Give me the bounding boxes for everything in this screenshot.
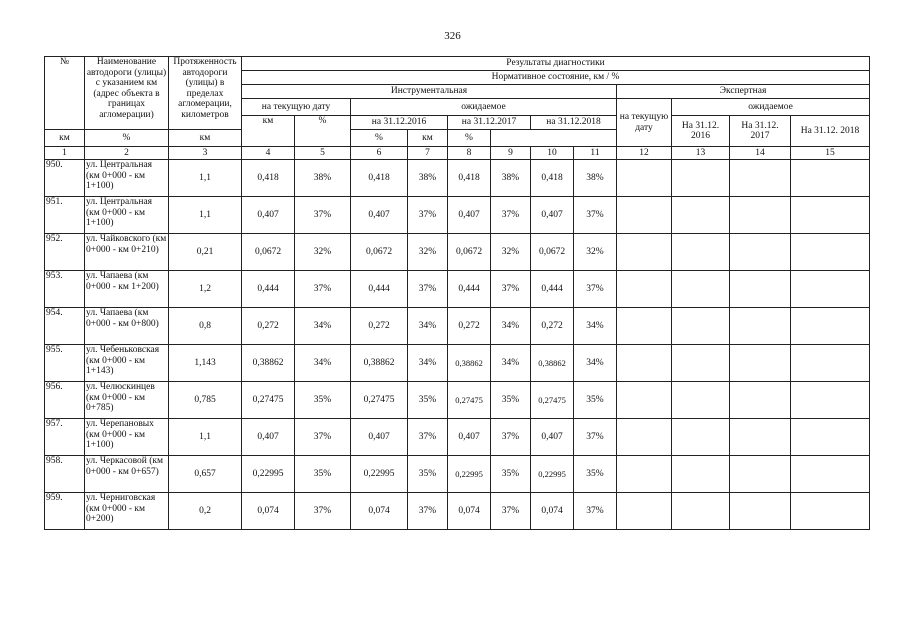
expert-cell-12 xyxy=(617,493,672,530)
header-current-date: на текущую дату xyxy=(242,99,351,116)
cell-c9: 35% xyxy=(491,382,531,419)
header-2018: на 31.12.2018 xyxy=(531,116,617,130)
cell-c6: 0,22995 xyxy=(351,456,408,493)
cell-c8: 0,444 xyxy=(448,271,491,308)
expert-cell-12 xyxy=(617,345,672,382)
cell-c6: 0,272 xyxy=(351,308,408,345)
cell-c7: 35% xyxy=(408,382,448,419)
row-number: 953. xyxy=(45,271,85,308)
cell-c4: 0,0672 xyxy=(242,234,295,271)
cell-c7: 37% xyxy=(408,271,448,308)
table-row xyxy=(45,308,870,345)
row-number: 959. xyxy=(45,493,85,530)
col-num-13: 13 xyxy=(672,147,730,160)
cell-c5: 37% xyxy=(295,271,351,308)
road-length: 1,1 xyxy=(169,419,242,456)
cell-c10: 0,418 xyxy=(531,160,574,197)
road-name: ул. Центральная (км 0+000 - км 1+100) xyxy=(85,160,169,197)
col-num-9: 9 xyxy=(491,147,531,160)
cell-c4: 0,27475 xyxy=(242,382,295,419)
road-length: 0,8 xyxy=(169,308,242,345)
cell-c10: 0,407 xyxy=(531,197,574,234)
cell-c8: 0,074 xyxy=(448,493,491,530)
road-length: 0,785 xyxy=(169,382,242,419)
header-km-2017: км xyxy=(169,130,242,147)
expert-cell-14 xyxy=(730,456,791,493)
cell-c9: 34% xyxy=(491,345,531,382)
cell-c9: 37% xyxy=(491,197,531,234)
cell-c10: 0,407 xyxy=(531,419,574,456)
cell-c11: 37% xyxy=(574,419,617,456)
table-row xyxy=(45,160,870,197)
row-number: 950. xyxy=(45,160,85,197)
road-length: 0,2 xyxy=(169,493,242,530)
road-name: ул. Черкасовой (км 0+000 - км 0+657) xyxy=(85,456,169,493)
row-number: 951. xyxy=(45,197,85,234)
cell-c10: 0,444 xyxy=(531,271,574,308)
expert-cell-13 xyxy=(672,419,730,456)
header-km: км xyxy=(242,116,295,147)
table-row xyxy=(45,456,870,493)
cell-c4: 0,38862 xyxy=(242,345,295,382)
header-pct-2017: % xyxy=(351,130,408,147)
header-km-2016: км xyxy=(45,130,85,147)
cell-c6: 0,38862 xyxy=(351,345,408,382)
expert-cell-15 xyxy=(791,382,870,419)
header-2016: на 31.12.2016 xyxy=(351,116,448,130)
cell-c7: 34% xyxy=(408,345,448,382)
header-road-name: Наименование автодороги (улицы) с указанием км (адрес объекта в границах агломерации) xyxy=(85,57,169,130)
column-numbers-row xyxy=(45,147,870,160)
expert-cell-12 xyxy=(617,382,672,419)
header-results: Результаты диагностики xyxy=(242,57,870,71)
expert-cell-13 xyxy=(672,456,730,493)
cell-c9: 37% xyxy=(491,419,531,456)
header-expert-2017: На 31.12. 2017 xyxy=(730,116,791,147)
cell-c8: 0,407 xyxy=(448,419,491,456)
cell-c9: 34% xyxy=(491,308,531,345)
header-expert-2018: На 31.12. 2018 xyxy=(791,116,870,147)
table-row xyxy=(45,197,870,234)
expert-cell-14 xyxy=(730,271,791,308)
expert-cell-15 xyxy=(791,271,870,308)
cell-c9: 38% xyxy=(491,160,531,197)
cell-c11: 37% xyxy=(574,271,617,308)
cell-c5: 32% xyxy=(295,234,351,271)
road-name: ул. Чапаева (км 0+000 - км 0+800) xyxy=(85,308,169,345)
road-length: 0,21 xyxy=(169,234,242,271)
cell-c4: 0,407 xyxy=(242,197,295,234)
table-row xyxy=(45,493,870,530)
cell-c11: 37% xyxy=(574,493,617,530)
cell-c5: 37% xyxy=(295,419,351,456)
cell-c4: 0,272 xyxy=(242,308,295,345)
road-name: ул. Чебеньковская (км 0+000 - км 1+143) xyxy=(85,345,169,382)
col-num-10: 10 xyxy=(531,147,574,160)
cell-c8: 0,418 xyxy=(448,160,491,197)
col-num-14: 14 xyxy=(730,147,791,160)
page-number: 326 xyxy=(444,30,461,42)
cell-c11: 34% xyxy=(574,345,617,382)
cell-c9: 37% xyxy=(491,493,531,530)
header-pct-2016: % xyxy=(85,130,169,147)
col-num-8: 8 xyxy=(448,147,491,160)
header-length: Протяженность автодороги (улицы) в пределах агломерации, километров xyxy=(169,57,242,130)
expert-cell-14 xyxy=(730,234,791,271)
cell-c8: 0,407 xyxy=(448,197,491,234)
expert-cell-15 xyxy=(791,493,870,530)
cell-c6: 0,27475 xyxy=(351,382,408,419)
table-row xyxy=(45,419,870,456)
header-expert-2016: На 31.12. 2016 xyxy=(672,116,730,147)
cell-c7: 38% xyxy=(408,160,448,197)
cell-c10: 0,0672 xyxy=(531,234,574,271)
cell-c8: 0,38862 xyxy=(448,345,491,382)
header-normative: Нормативное состояние, км / % xyxy=(242,71,870,85)
road-length: 1,1 xyxy=(169,160,242,197)
cell-c4: 0,444 xyxy=(242,271,295,308)
row-number: 952. xyxy=(45,234,85,271)
col-num-3: 3 xyxy=(169,147,242,160)
expert-cell-12 xyxy=(617,419,672,456)
header-km-2018: км xyxy=(408,130,448,147)
header-expected: ожидаемое xyxy=(351,99,617,116)
road-length: 1,2 xyxy=(169,271,242,308)
expert-cell-13 xyxy=(672,271,730,308)
cell-c11: 35% xyxy=(574,382,617,419)
col-num-2: 2 xyxy=(85,147,169,160)
header-pct-2018: % xyxy=(448,130,491,147)
cell-c9: 35% xyxy=(491,456,531,493)
expert-cell-12 xyxy=(617,234,672,271)
cell-c7: 37% xyxy=(408,419,448,456)
expert-cell-12 xyxy=(617,197,672,234)
expert-cell-13 xyxy=(672,234,730,271)
cell-c7: 37% xyxy=(408,197,448,234)
cell-c6: 0,074 xyxy=(351,493,408,530)
expert-cell-13 xyxy=(672,382,730,419)
expert-cell-12 xyxy=(617,456,672,493)
expert-cell-15 xyxy=(791,197,870,234)
expert-cell-14 xyxy=(730,382,791,419)
cell-c8: 0,27475 xyxy=(448,382,491,419)
expert-cell-13 xyxy=(672,197,730,234)
cell-c7: 32% xyxy=(408,234,448,271)
col-num-12: 12 xyxy=(617,147,672,160)
col-num-5: 5 xyxy=(295,147,351,160)
col-num-4: 4 xyxy=(242,147,295,160)
road-name: ул. Челюскинцев (км 0+000 - км 0+785) xyxy=(85,382,169,419)
road-name: ул. Черниговская (км 0+000 - км 0+200) xyxy=(85,493,169,530)
cell-c5: 34% xyxy=(295,345,351,382)
cell-c9: 37% xyxy=(491,271,531,308)
header-expert-current: на текущую дату xyxy=(617,99,672,147)
expert-cell-13 xyxy=(672,345,730,382)
header-instrumental: Инструментальная xyxy=(242,85,617,99)
expert-cell-12 xyxy=(617,271,672,308)
cell-c6: 0,0672 xyxy=(351,234,408,271)
header-no: № xyxy=(45,57,85,130)
road-name: ул. Чапаева (км 0+000 - км 1+200) xyxy=(85,271,169,308)
cell-c8: 0,0672 xyxy=(448,234,491,271)
cell-c5: 35% xyxy=(295,456,351,493)
expert-cell-15 xyxy=(791,234,870,271)
expert-cell-14 xyxy=(730,308,791,345)
header-expert-expected: ожидаемое xyxy=(672,99,870,116)
cell-c6: 0,418 xyxy=(351,160,408,197)
expert-cell-13 xyxy=(672,308,730,345)
cell-c4: 0,22995 xyxy=(242,456,295,493)
cell-c8: 0,22995 xyxy=(448,456,491,493)
cell-c4: 0,418 xyxy=(242,160,295,197)
row-number: 957. xyxy=(45,419,85,456)
cell-c11: 34% xyxy=(574,308,617,345)
expert-cell-14 xyxy=(730,419,791,456)
expert-cell-15 xyxy=(791,345,870,382)
cell-c7: 34% xyxy=(408,308,448,345)
col-num-1: 1 xyxy=(45,147,85,160)
cell-c4: 0,407 xyxy=(242,419,295,456)
cell-c5: 37% xyxy=(295,197,351,234)
table-row xyxy=(45,382,870,419)
expert-cell-15 xyxy=(791,308,870,345)
table-body xyxy=(45,160,870,530)
header-pct: % xyxy=(295,116,351,147)
expert-cell-14 xyxy=(730,345,791,382)
diagnostics-table xyxy=(44,56,870,530)
cell-c11: 32% xyxy=(574,234,617,271)
cell-c11: 35% xyxy=(574,456,617,493)
road-length: 1,143 xyxy=(169,345,242,382)
cell-c8: 0,272 xyxy=(448,308,491,345)
cell-c5: 38% xyxy=(295,160,351,197)
expert-cell-12 xyxy=(617,160,672,197)
cell-c10: 0,272 xyxy=(531,308,574,345)
expert-cell-14 xyxy=(730,197,791,234)
cell-c7: 35% xyxy=(408,456,448,493)
cell-c10: 0,22995 xyxy=(531,456,574,493)
cell-c11: 37% xyxy=(574,197,617,234)
cell-c10: 0,27475 xyxy=(531,382,574,419)
cell-c4: 0,074 xyxy=(242,493,295,530)
table-row xyxy=(45,234,870,271)
expert-cell-15 xyxy=(791,456,870,493)
table-row xyxy=(45,345,870,382)
road-name: ул. Чайковского (км 0+000 - км 0+210) xyxy=(85,234,169,271)
expert-cell-15 xyxy=(791,160,870,197)
expert-cell-14 xyxy=(730,160,791,197)
expert-cell-12 xyxy=(617,308,672,345)
expert-cell-13 xyxy=(672,493,730,530)
row-number: 954. xyxy=(45,308,85,345)
expert-cell-15 xyxy=(791,419,870,456)
header-2017: на 31.12.2017 xyxy=(448,116,531,130)
road-length: 1,1 xyxy=(169,197,242,234)
header-expert: Экспертная xyxy=(617,85,870,99)
road-name: ул. Черепановых (км 0+000 - км 1+100) xyxy=(85,419,169,456)
cell-c6: 0,407 xyxy=(351,197,408,234)
cell-c5: 37% xyxy=(295,493,351,530)
row-number: 955. xyxy=(45,345,85,382)
cell-c10: 0,38862 xyxy=(531,345,574,382)
cell-c7: 37% xyxy=(408,493,448,530)
cell-c9: 32% xyxy=(491,234,531,271)
row-number: 956. xyxy=(45,382,85,419)
cell-c10: 0,074 xyxy=(531,493,574,530)
expert-cell-14 xyxy=(730,493,791,530)
cell-c6: 0,407 xyxy=(351,419,408,456)
cell-c5: 35% xyxy=(295,382,351,419)
col-num-11: 11 xyxy=(574,147,617,160)
col-num-7: 7 xyxy=(408,147,448,160)
row-number: 958. xyxy=(45,456,85,493)
expert-cell-13 xyxy=(672,160,730,197)
road-length: 0,657 xyxy=(169,456,242,493)
col-num-15: 15 xyxy=(791,147,870,160)
road-name: ул. Центральная (км 0+000 - км 1+100) xyxy=(85,197,169,234)
table-row xyxy=(45,271,870,308)
col-num-6: 6 xyxy=(351,147,408,160)
cell-c5: 34% xyxy=(295,308,351,345)
cell-c11: 38% xyxy=(574,160,617,197)
cell-c6: 0,444 xyxy=(351,271,408,308)
